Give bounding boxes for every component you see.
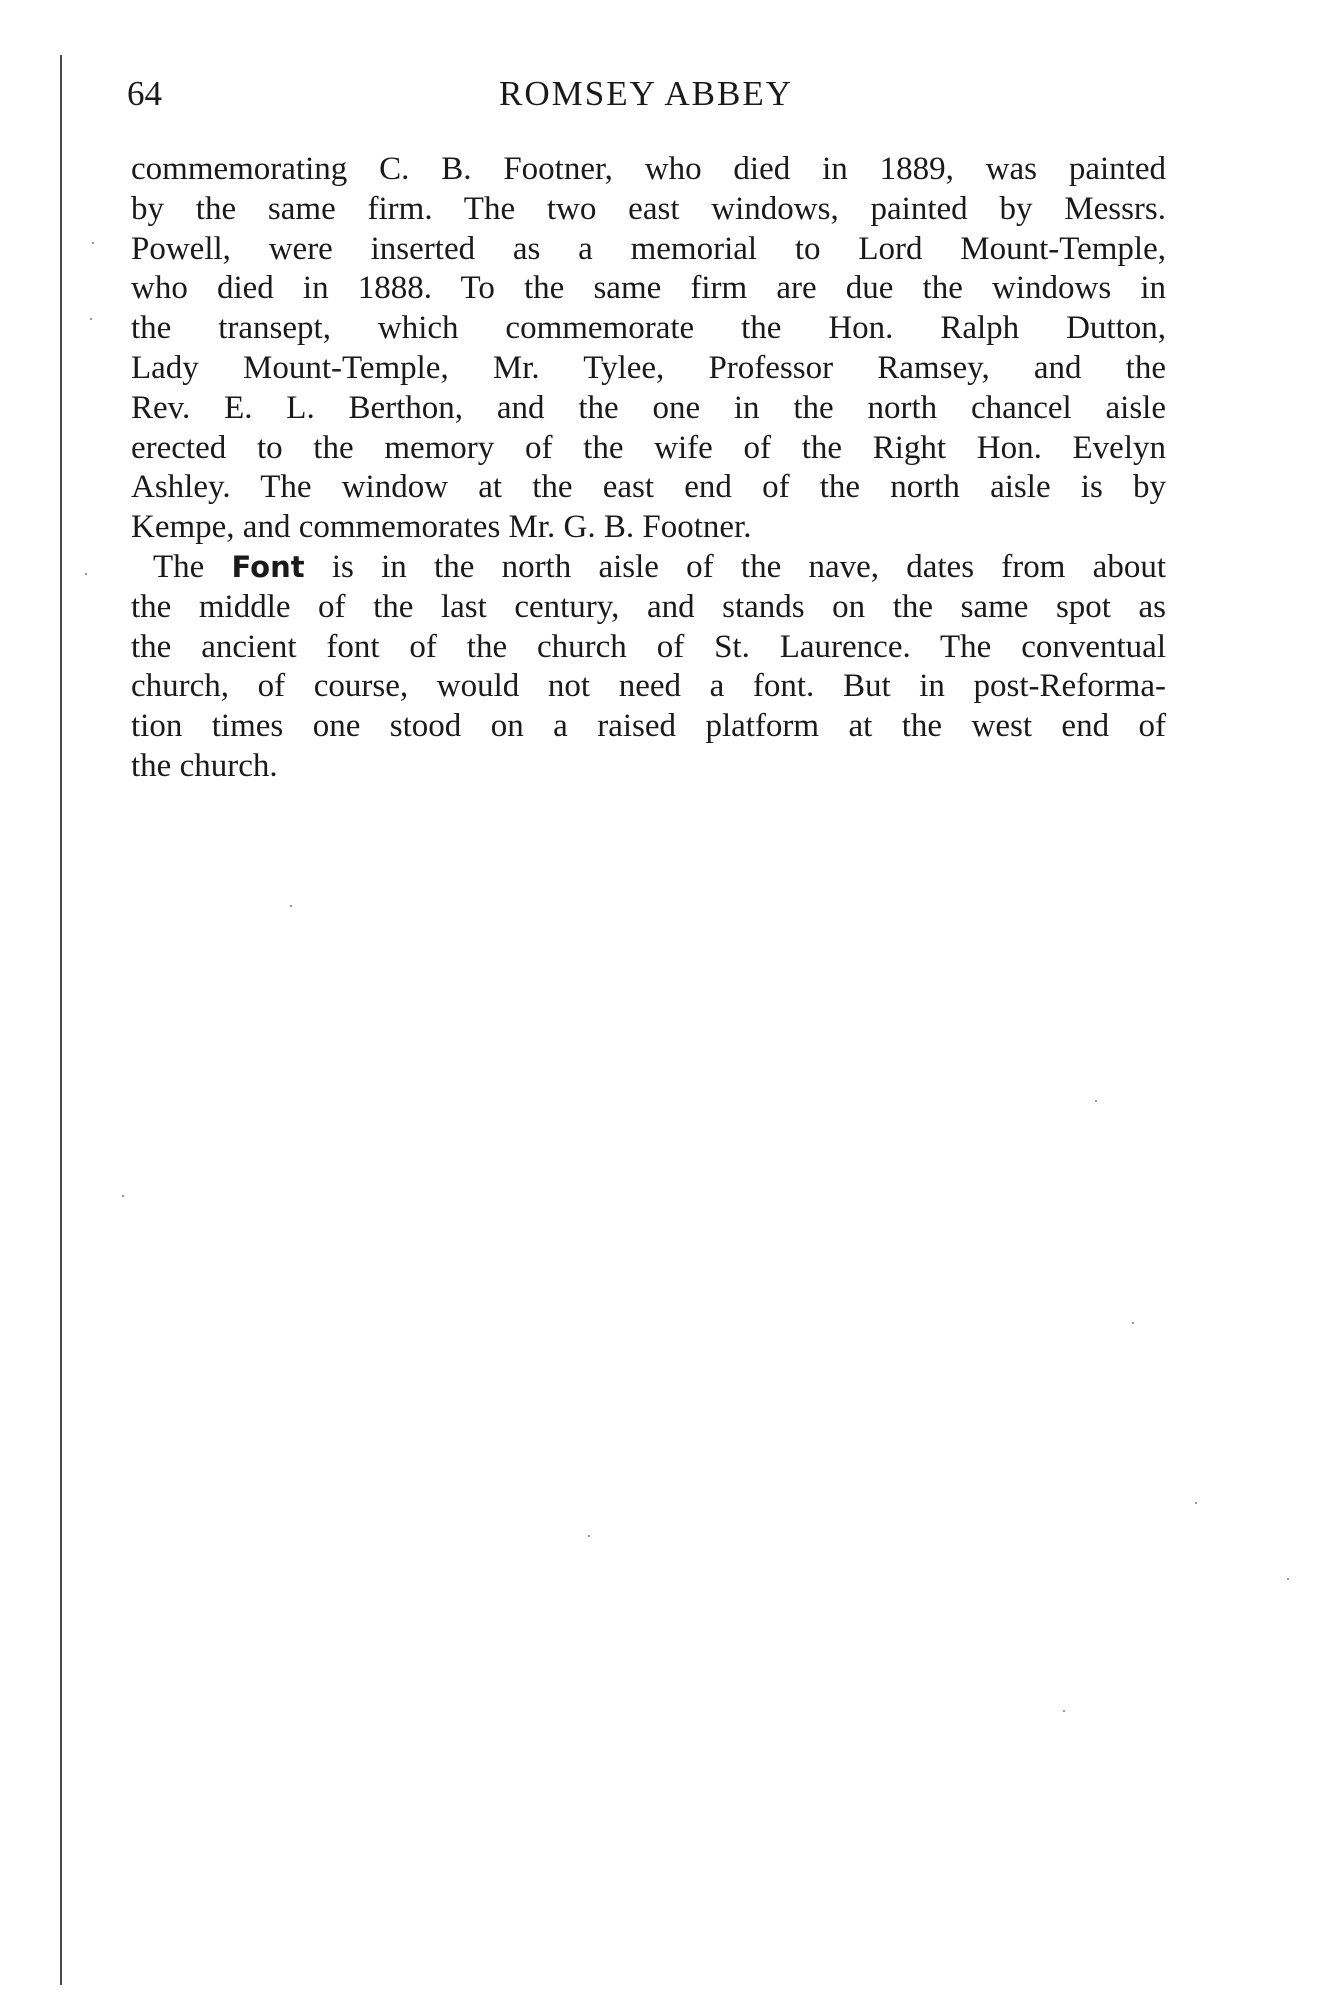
text-line — [131, 548, 1166, 588]
print-speck — [1132, 1322, 1134, 1324]
print-speck — [1063, 1710, 1065, 1712]
text-line: by the same firm. The two east windows, painted by Messrs. — [131, 190, 1166, 227]
print-speck — [1287, 1578, 1289, 1580]
print-speck — [588, 1535, 590, 1537]
text-line: the middle of the last century, and stands on the same spot as — [131, 588, 1166, 625]
text-line: Ashley. The window at the east end of the north aisle is by — [131, 469, 1166, 506]
text-line: the church. — [131, 747, 278, 784]
print-speck — [122, 1195, 124, 1197]
print-speck — [92, 242, 94, 244]
text-line: tion times one stood on a raised platform at the west end of — [131, 708, 1166, 745]
print-speck — [1095, 1100, 1097, 1102]
text-fragment: The — [153, 548, 232, 585]
page-header — [127, 72, 1165, 116]
print-speck — [90, 318, 92, 320]
print-speck — [85, 573, 87, 575]
bold-term-font: Font — [231, 549, 305, 584]
text-line: the ancient font of the church of St. Laurence. The conventual — [131, 628, 1166, 665]
body-text — [131, 150, 1166, 787]
print-speck — [290, 905, 292, 907]
text-line: Powell, were inserted as a memorial to Lord Mount-Temple, — [131, 230, 1166, 267]
paragraph-2 — [131, 548, 1166, 787]
print-speck — [1195, 1502, 1197, 1504]
text-line: commemorating C. B. Footner, who died in 1889, was painted — [131, 151, 1166, 187]
text-line: the transept, which commemorate the Hon. Ralph Dutton, — [131, 310, 1166, 347]
text-line: Kempe, and commemorates Mr. G. B. Footner. — [131, 509, 752, 546]
page-number: 64 — [127, 74, 162, 113]
text-line: Rev. E. L. Berthon, and the one in the north chancel aisle — [131, 389, 1166, 426]
text-line: church, of course, would not need a font. But in post-Reforma- — [131, 668, 1166, 705]
page-edge-line — [60, 55, 62, 1985]
text-line: who died in 1888. To the same firm are due the windows in — [131, 270, 1166, 307]
paragraph-1 — [131, 150, 1166, 548]
running-title: ROMSEY ABBEY — [498, 74, 793, 113]
text-fragment: is in the north aisle of the nave, dates from about — [304, 548, 1166, 585]
text-line: erected to the memory of the wife of the Right Hon. Evelyn — [131, 429, 1166, 466]
text-line: Lady Mount-Temple, Mr. Tylee, Professor Ramsey, and the — [131, 349, 1166, 386]
